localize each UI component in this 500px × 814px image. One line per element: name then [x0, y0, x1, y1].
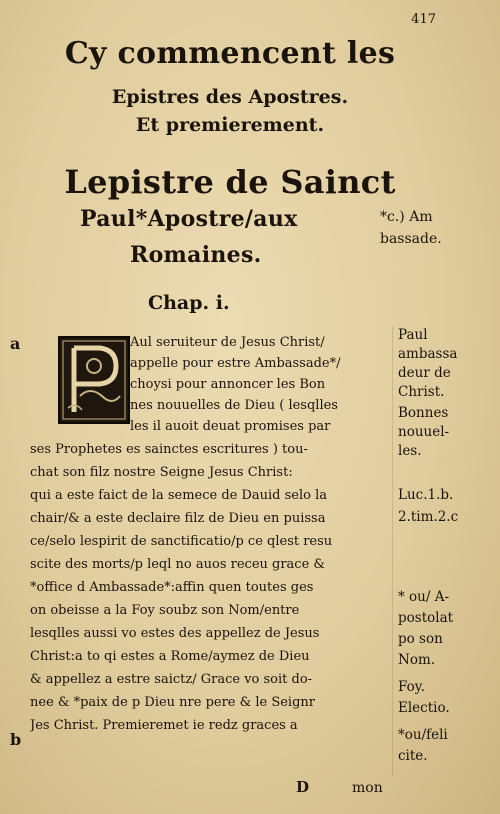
heading-line-1: Cy commencent les	[64, 36, 396, 71]
margin-note: ambassa	[398, 346, 458, 362]
text-line: on obeisse a la Foy soubz son Nom/entre	[30, 603, 300, 618]
margin-note: Paul	[398, 327, 428, 343]
heading-line-5: Paul*Apostre/aux	[80, 206, 298, 232]
text-line: ce/selo lespirit de sanctificatio/p ce qlest resu	[30, 534, 333, 549]
text-line: ses Prophetes es sainctes escritures ) tou-	[30, 442, 308, 457]
text-line: scite des morts/p leql no auos receu grace &	[30, 557, 325, 572]
margin-note: Bonnes	[398, 405, 449, 421]
margin-note: les.	[398, 443, 422, 459]
text-line: appelle pour estre Ambassade*/	[130, 356, 341, 371]
margin-note: Nom.	[398, 652, 436, 668]
text-line: Aul seruiteur de Jesus Christ/	[130, 335, 325, 350]
top-margin-note	[380, 206, 490, 250]
margin-note: Foy.	[398, 679, 425, 695]
text-line: chair/& a este declaire filz de Dieu en puissa	[30, 511, 326, 526]
text-line: *office d Ambassade*:affin quen toutes ges	[30, 580, 314, 595]
text-line: nee & *paix de p Dieu nre pere & le Seignr	[30, 695, 315, 710]
decorated-initial-p	[58, 336, 130, 424]
margin-note: *ou/feli	[398, 727, 448, 743]
chapter-heading: Chap. i.	[148, 292, 230, 314]
margin-note: deur de	[398, 365, 451, 381]
margin-note: postolat	[398, 610, 454, 626]
folio-number: 417	[411, 12, 436, 27]
catchword-initial: D	[296, 778, 310, 796]
text-line: chat son filz nostre Seigne Jesus Christ:	[30, 465, 293, 480]
text-line: nes nouuelles de Dieu ( lesqlles	[130, 398, 338, 413]
heading-line-4: Lepistre de Sainct	[64, 163, 396, 201]
margin-note: Luc.1.b.	[398, 487, 454, 503]
margin-note: Electio.	[398, 700, 450, 716]
margin-letter-b: b	[10, 730, 22, 749]
margin-note: nouuel-	[398, 424, 450, 440]
text-line: Christ:a to qi estes a Rome/aymez de Dieu	[30, 649, 310, 664]
text-line: lesqlles aussi vo estes des appellez de Jesus	[30, 626, 320, 641]
text-line: qui a este faict de la semece de Dauid selo la	[30, 488, 328, 503]
heading-line-6: Romaines.	[130, 242, 262, 268]
text-line: les il auoit deuat promises par	[130, 419, 331, 434]
margin-note: 2.tim.2.c	[398, 509, 459, 525]
ornament-icon	[60, 338, 128, 422]
margin-note: cite.	[398, 748, 428, 764]
top-note-line: bassade.	[380, 231, 442, 247]
margin-note: po son	[398, 631, 443, 647]
margin-note: * ou/ A-	[398, 589, 450, 605]
margin-note: Christ.	[398, 384, 445, 400]
margin-letter-a: a	[10, 334, 21, 353]
catchword: mon	[352, 780, 383, 796]
text-line: Jes Christ. Premieremet ie redz graces a	[30, 718, 298, 733]
top-note-line: *c.) Am	[380, 209, 433, 225]
heading-line-2: Epistres des Apostres.	[111, 86, 349, 108]
text-line: & appellez a estre saictz/ Grace vo soit do-	[30, 672, 313, 687]
column-rule	[392, 326, 393, 776]
heading-line-3: Et premierement.	[135, 114, 325, 136]
text-line: choysi pour annoncer les Bon	[130, 377, 326, 392]
